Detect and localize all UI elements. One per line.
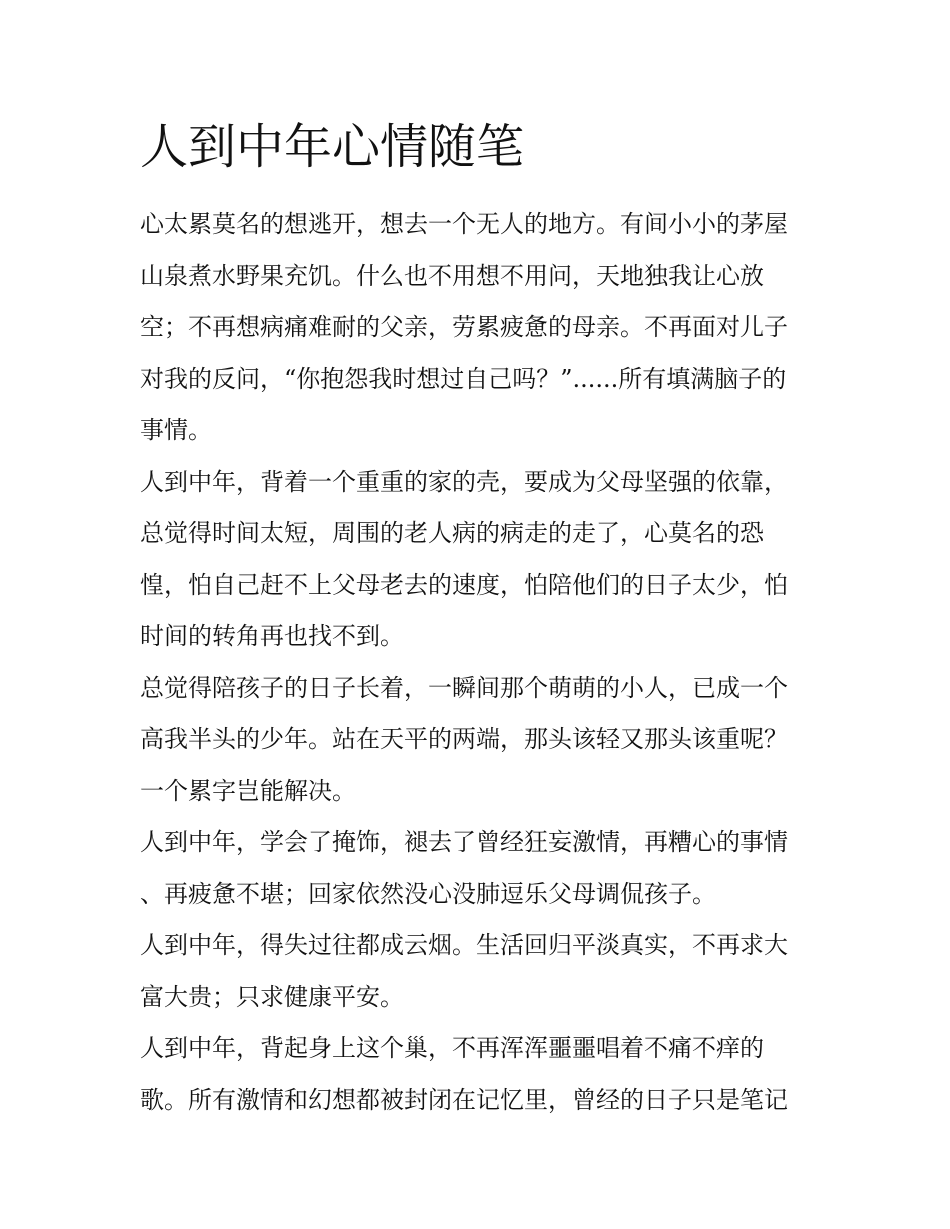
text-line: 总觉得时间太短，周围的老人病的病走的走了，心莫名的恐 bbox=[140, 519, 764, 547]
page-title: 人到中年心情随笔 bbox=[140, 119, 525, 175]
text-line: 时间的转角再也找不到。 bbox=[140, 622, 404, 650]
text-line: 歌。所有激情和幻想都被封闭在记忆里，曾经的日子只是笔记 bbox=[140, 1085, 788, 1114]
text-line: 对我的反问，“你抱怨我时想过自己吗？”......所有填满脑子的 bbox=[140, 364, 787, 393]
paragraph-5 bbox=[140, 920, 816, 1023]
text-line: 惶，怕自己赶不上父母老去的速度，怕陪他们的日子太少，怕 bbox=[140, 570, 788, 599]
text-line: 人到中年，背着一个重重的家的壳，要成为父母坚强的依靠， bbox=[140, 467, 788, 496]
text-line: 事情。 bbox=[140, 416, 212, 444]
text-line: 高我半头的少年。站在天平的两端，那头该轻又那头该重呢？ bbox=[140, 725, 788, 753]
text-line: 空；不再想病痛难耐的父亲，劳累疲惫的母亲。不再面对儿子 bbox=[140, 313, 788, 341]
paragraph-2 bbox=[140, 457, 816, 663]
text-line: 一个累字岂能解决。 bbox=[140, 776, 356, 805]
text-line: 富大贵；只求健康平安。 bbox=[140, 982, 404, 1011]
text-line: 山泉煮水野果充饥。什么也不用想不用问，天地独我让心放 bbox=[140, 261, 764, 290]
paragraph-1 bbox=[140, 199, 816, 457]
text-line: 总觉得陪孩子的日子长着，一瞬间那个萌萌的小人，已成一个 bbox=[140, 673, 788, 702]
paragraph-6 bbox=[140, 1023, 816, 1126]
text-line: 、再疲惫不堪；回家依然没心没肺逗乐父母调侃孩子。 bbox=[140, 879, 716, 908]
text-line: 人到中年，背起身上这个巢，不再浑浑噩噩唱着不痛不痒的 bbox=[140, 1034, 764, 1062]
text-line: 人到中年，学会了掩饰，褪去了曾经狂妄激情，再糟心的事情 bbox=[140, 828, 788, 856]
text-line: 人到中年，得失过往都成云烟。生活回归平淡真实，不再求大 bbox=[140, 931, 788, 959]
article-body bbox=[140, 199, 816, 1126]
text-line: 心太累莫名的想逃开，想去一个无人的地方。有间小小的茅屋 bbox=[140, 210, 788, 238]
paragraph-4 bbox=[140, 817, 816, 920]
paragraph-3 bbox=[140, 663, 816, 818]
